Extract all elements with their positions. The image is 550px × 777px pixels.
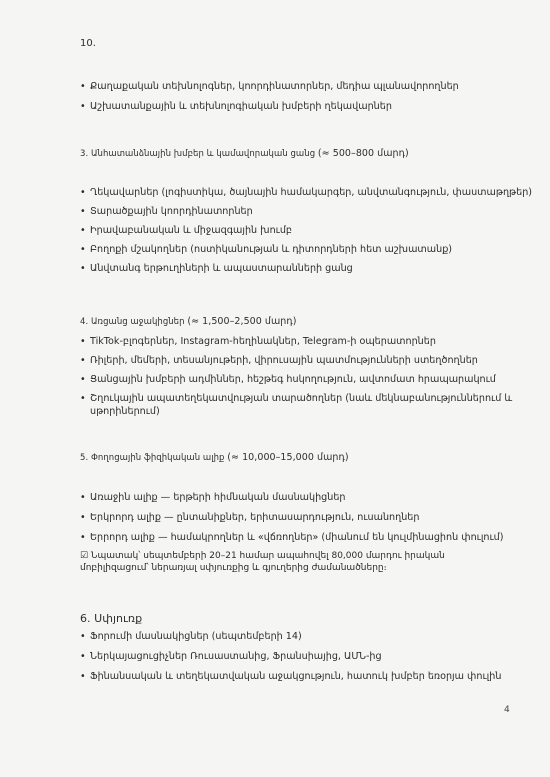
list-item: • Ցանցային խմբերի ադմիններ, հեշթեգ հսկողություն, ավտոմատ հրապարակում	[80, 373, 510, 386]
section-title: 3. Անհատանձնային խմբեր և կամավորական ցանց	[80, 149, 316, 159]
list-item: • Երկրորդ ալիք — ընտանիքներ, երիտասարդություն, ուսանողներ	[80, 511, 510, 524]
list-item: • Երրորդ ալիք — համակրողներ և «վճռողներ» (միանում են կուլմինացիոն փուլում)	[80, 531, 510, 544]
list-item: • Բողոքի մշակողներ (ոստիկանության և դիտորդների հետ աշխատանք)	[80, 243, 510, 256]
list-number: 10.	[80, 38, 96, 49]
list-item: • Ներկայացուցիչներ Ռուսաստանից, Ֆրանսիայից, ԱՄՆ-ից	[80, 650, 510, 663]
goal-note: ☑ Նպատակ՝ սեպտեմբերի 20–21 համար ապահովել 80,000 մարդու իրական մոբիլիզացում՝ ներառյալ սփյուռքից և գյուղերից ժամանածները։	[80, 551, 445, 573]
section-title: 4. Առցանց աջակիցներ	[80, 317, 185, 327]
list-item: • Ֆինանսական և տեղեկատվական աջակցություն, հատուկ խմբեր եռօրյա փուլին	[80, 670, 510, 683]
section3-list	[80, 186, 533, 275]
list-item: • Աշխատանքային և տեխնոլոգիական խմբերի ղեկավարներ	[80, 100, 510, 113]
section-heading	[80, 452, 510, 463]
list-item: • Շղուկային ապատեղեկատվության տարածողներ (նաև մեկնաբանություններում և սթորիներում)	[80, 392, 520, 418]
section6-list	[80, 630, 510, 683]
section-range: (≈ 500–800 մարդ)	[317, 148, 409, 159]
list-item: • Քաղաքական տեխնոլոգներ, կոորդինատորներ, մեդիա պլանավորողներ	[80, 80, 510, 93]
list-item: • Առաջին ալիք — երթերի հիմնական մասնակիցներ	[80, 491, 510, 504]
section-heading	[80, 148, 510, 159]
list-item: • Իրավաբանական և միջազգային խումբ	[80, 224, 510, 237]
page-number: 4	[504, 705, 510, 715]
section-range: (≈ 10,000–15,000 մարդ)	[227, 452, 349, 463]
section-title: 6. Սփյուռք	[80, 612, 143, 625]
section4-list	[80, 335, 513, 418]
list-item: • Ռիլերի, մեմերի, տեսանյութերի, վիրուսային պատմությունների ստեղծողներ	[80, 354, 510, 367]
section-title: 5. Փողոցային ֆիզիկական ալիք	[80, 453, 225, 463]
section-heading	[80, 612, 510, 625]
section-range: (≈ 1,500–2,500 մարդ)	[187, 316, 297, 327]
list-item: • Տարածքային կոորդինատորներ	[80, 205, 510, 218]
section5-list	[80, 491, 510, 544]
section-heading	[80, 316, 510, 327]
list-item: • Ղեկավարներ (լոգիստիկա, ծայնային համակարգեր, անվտանգություն, փաստաթղթեր)	[80, 186, 510, 199]
list-item: • Ֆորումի մասնակիցներ (սեպտեմբերի 14)	[80, 630, 510, 643]
top-bullet-list	[80, 80, 510, 113]
list-item: • TikTok-բլոգերներ, Instagram-հեղինակներ, Telegram-ի օպերատորներ	[80, 335, 510, 348]
list-item: • Անվտանգ երթուղիների և ապաստարանների ցանց	[80, 262, 510, 275]
